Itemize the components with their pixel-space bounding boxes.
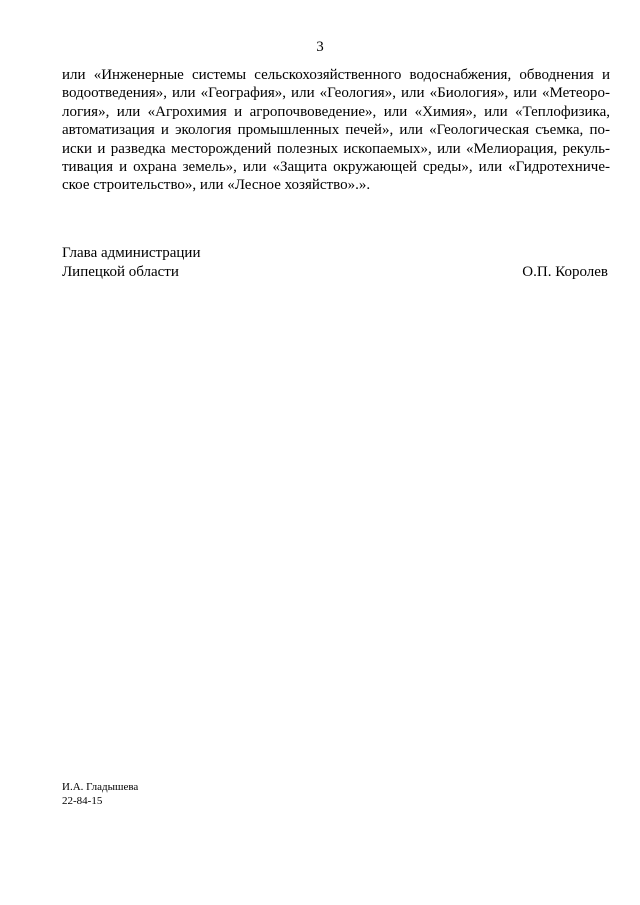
page-number: 3 xyxy=(316,39,324,55)
signatory-name: О.П. Королев xyxy=(522,264,608,280)
executor-name: И.А. Гладышева xyxy=(62,781,139,793)
signature-position-line2: Липецкой области xyxy=(62,264,179,280)
body-paragraph: или «Инженерные системы сельскохозяйственного водоснабжения, обводнения и водоотведения», или «География», или «Геология», или «Биология», или «Метеорология», или «Агрохимия и агропочвоведение», или «Химия», или «Теплофизика, автоматизация и экология промышленных печей», или «Геологическая съемка, поиски и разведка месторождений полезных ископаемых», или «Мелиорация, рекультивация и охрана земель», или «Защита окружающей среды», или «Гидротехническое строительство», или «Лесное хозяйство».». xyxy=(62,67,610,194)
signature-block xyxy=(62,244,610,282)
executor-block xyxy=(62,780,138,808)
signature-position-line1: Глава администрации xyxy=(62,245,201,261)
executor-phone: 22-84-15 xyxy=(62,795,103,807)
